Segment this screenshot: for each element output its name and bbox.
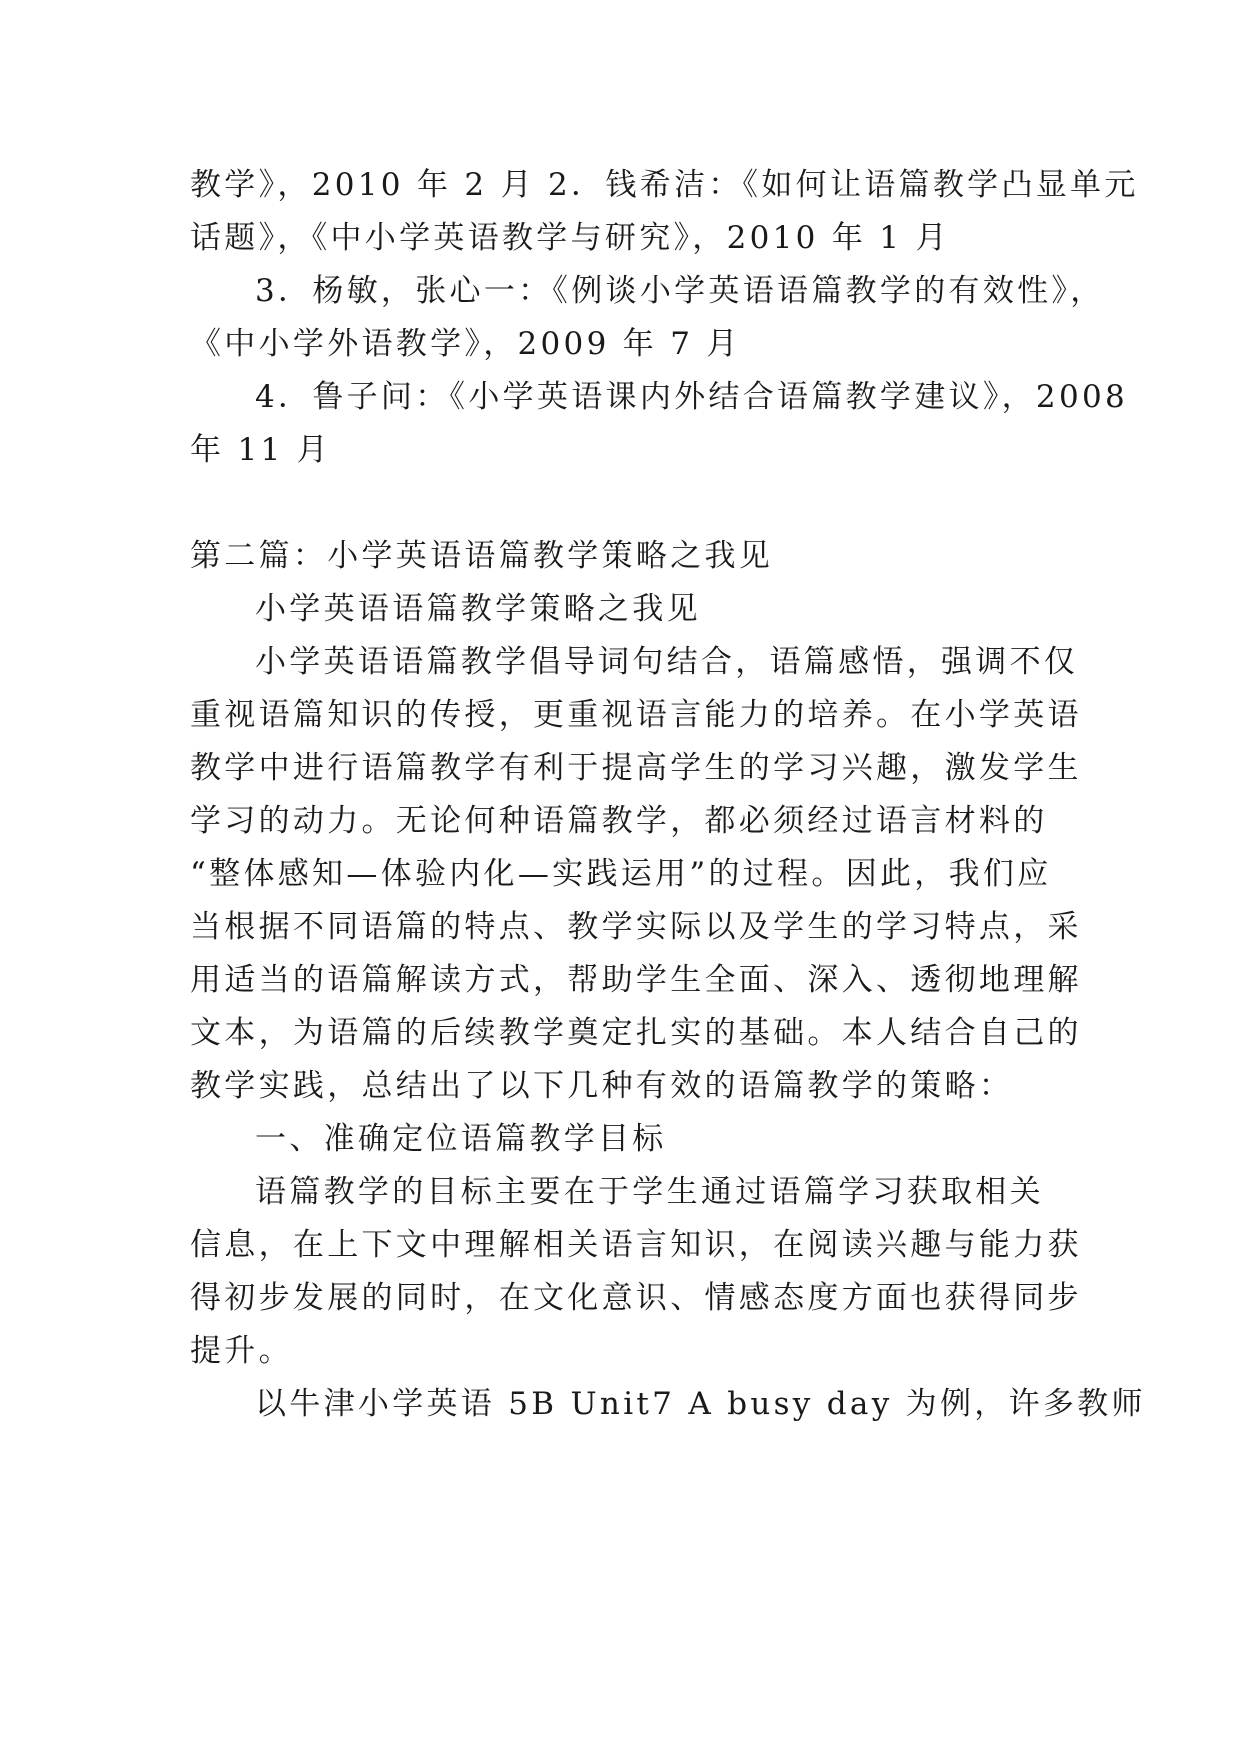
- paragraph-line: 用适当的语篇解读方式，帮助学生全面、深入、透彻地理解: [190, 962, 1082, 998]
- paragraph-line: 当根据不同语篇的特点、教学实际以及学生的学习特点，采: [190, 909, 1082, 945]
- subsection-heading: 一、准确定位语篇教学目标: [255, 1121, 667, 1157]
- paragraph-line: 信息，在上下文中理解相关语言知识，在阅读兴趣与能力获: [190, 1227, 1082, 1263]
- paragraph-line: “整体感知—体验内化—实践运用”的过程。因此，我们应: [190, 856, 1052, 892]
- paragraph-line: 小学英语语篇教学倡导词句结合，语篇感悟，强调不仅: [255, 644, 1079, 680]
- section-heading: 第二篇：小学英语语篇教学策略之我见: [190, 538, 774, 574]
- reference-line: 《中小学外语教学》，2009 年 7 月: [190, 326, 741, 362]
- paragraph-line: 提升。: [190, 1333, 293, 1369]
- paragraph-line: 教学中进行语篇教学有利于提高学生的学习兴趣，激发学生: [190, 750, 1082, 786]
- reference-item: 3．杨敏，张心一：《例谈小学英语语篇教学的有效性》，: [255, 273, 1105, 309]
- reference-line: 年 11 月: [190, 432, 331, 468]
- reference-line: 教学》，2010 年 2 月 2．钱希洁：《如何让语篇教学凸显单元: [190, 167, 1139, 203]
- paragraph-line: 重视语篇知识的传授，更重视语言能力的培养。在小学英语: [190, 697, 1082, 733]
- paragraph-line: 以牛津小学英语 5B Unit7 A busy day 为例，许多教师: [255, 1386, 1146, 1422]
- paragraph-line: 得初步发展的同时，在文化意识、情感态度方面也获得同步: [190, 1280, 1082, 1316]
- paragraph-line: 语篇教学的目标主要在于学生通过语篇学习获取相关: [255, 1174, 1044, 1210]
- paragraph-line: 教学实践，总结出了以下几种有效的语篇教学的策略：: [190, 1068, 1014, 1104]
- reference-line: 话题》，《中小学英语教学与研究》，2010 年 1 月: [190, 220, 950, 256]
- paragraph-line: 学习的动力。无论何种语篇教学，都必须经过语言材料的: [190, 803, 1048, 839]
- article-title: 小学英语语篇教学策略之我见: [255, 591, 701, 627]
- reference-item: 4．鲁子问：《小学英语课内外结合语篇教学建议》，2008: [255, 379, 1129, 415]
- paragraph-line: 文本，为语篇的后续教学奠定扎实的基础。本人结合自己的: [190, 1015, 1082, 1051]
